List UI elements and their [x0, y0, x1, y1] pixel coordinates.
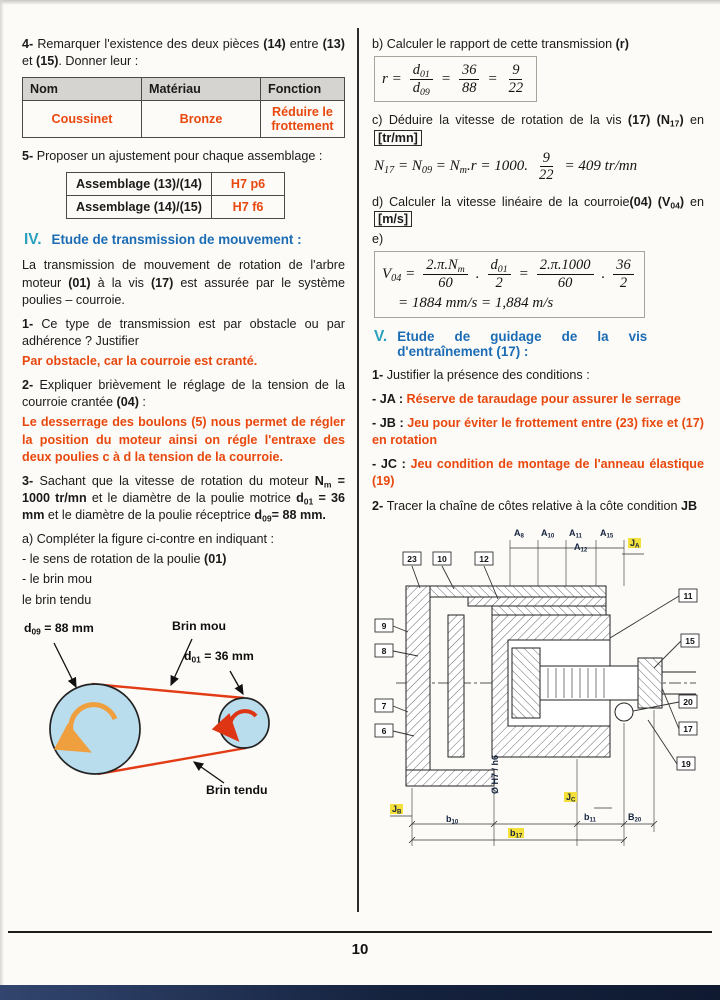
- part-label-12: 12: [479, 553, 489, 564]
- section-4-heading: [24, 231, 345, 249]
- part-label-9: 9: [381, 620, 387, 631]
- section-4-numeral: IV.: [24, 231, 42, 249]
- dim-label-a8: $A_8$: [514, 527, 524, 540]
- cell-fonction-value: Réduire le frottement: [261, 101, 345, 138]
- pulley-figure-svg: [22, 617, 344, 815]
- footer-rule: [8, 931, 712, 933]
- technical-drawing: [372, 522, 702, 874]
- cell-ajustement-h7p6: H7 p6: [212, 173, 285, 196]
- left-column: [22, 36, 345, 815]
- section-4-title: Etude de transmission de mouvement :: [51, 232, 302, 248]
- list-item-sens-rotation: - le sens de rotation de la poulie (01): [22, 552, 227, 567]
- dim-label-a12: $A_{12}$: [574, 541, 588, 554]
- condition-jb: - JB : Jeu pour éviter le frottement entre (23) fixe et (17) en rotation: [372, 416, 704, 448]
- leader-arrow-brin-tendu: [194, 762, 224, 783]
- multiply-dot: .: [601, 266, 606, 283]
- part-label-19: 19: [681, 758, 691, 769]
- label-brin-mou: Brin mou: [172, 618, 226, 633]
- scan-bottom-bar: [0, 985, 720, 1000]
- dim-label-b17: $b_{17}$: [510, 827, 523, 840]
- section-5-heading: [374, 328, 704, 359]
- technical-drawing-svg: [372, 522, 702, 874]
- cell-ajustement-h7f6: H7 f6: [212, 196, 285, 219]
- fraction-2pi1000-60: $\frac{2.\pi.1000}{60}$: [537, 257, 594, 291]
- question-b: b) Calculer le rapport de cette transmission (r): [372, 37, 629, 51]
- section-5-title: Etude de guidage de la vis d'entraînement (17) :: [397, 328, 648, 359]
- driven-pulley-09: [50, 684, 140, 774]
- bearing-ball: [615, 703, 633, 721]
- pieces-table-header-row: [23, 78, 345, 101]
- question-4: 4- Remarquer l'existence des deux pièces (14) entre (13) et (15). Donner leur :: [22, 37, 345, 69]
- fraction-d01-2: $\frac{d_{01}}{2}$: [488, 257, 511, 291]
- column-divider: [357, 28, 359, 912]
- dim-label-a15: $A_{15}$: [600, 527, 614, 540]
- part-label-10: 10: [437, 553, 447, 564]
- question-5: 5- Proposer un ajustement pour chaque assemblage :: [22, 149, 323, 164]
- part-label-15: 15: [685, 635, 695, 646]
- page-number: 10: [351, 941, 369, 958]
- question-2: 2- Expliquer brièvement le réglage de la tension de la courroie crantée (04) :: [22, 378, 345, 410]
- ajustement-row-2: [67, 196, 285, 219]
- question-d: d) Calculer la vitesse linéaire de la courroie(04) $(V_{04})$ en [m/s]: [372, 195, 705, 227]
- label-d09: $d_{09} = 88$ mm: [24, 620, 94, 636]
- cell-assemblage-13-14: Assemblage (13)/(14): [67, 173, 212, 196]
- dim-label-jb: $J_B$: [392, 803, 402, 816]
- question-e: e): [372, 232, 384, 247]
- part-label-20: 20: [683, 696, 693, 707]
- formula-n17-lhs: $N_{17} = N_{09} = N_m.r = 1000$.: [374, 158, 528, 177]
- label-brin-tendu: Brin tendu: [206, 782, 268, 797]
- fraction-36-2: $\frac{36}{2}$: [613, 257, 634, 291]
- formula-linear-speed: [374, 251, 645, 317]
- dim-label-a10: $A_{10}$: [541, 527, 555, 540]
- dim-label-b11: $b_{11}$: [584, 811, 596, 824]
- question-c: c) Déduire la vitesse de rotation de la vis (17) $(N_{17})$ en [tr/mn]: [372, 113, 704, 145]
- question-1: 1- Ce type de transmission est par obstacle ou par adhérence ? Justifier: [22, 316, 345, 348]
- fraction-9-22: $\frac{9}{22}$: [539, 149, 554, 184]
- motor-pulley-01: [219, 698, 269, 748]
- condition-jc: - JC : Jeu condition de montage de l'anneau élastique (19): [372, 457, 705, 489]
- answer-2: Le desserrage des boulons (5) nous permet de régler la position du moteur ainsi on régle l'entraxe des deux poulies c à d la tension de la courroie.: [22, 415, 345, 464]
- header-cell-fonction: Fonction: [261, 78, 345, 101]
- fraction-36-88: $\frac{36}{88}$: [459, 62, 480, 96]
- fraction-2pinm-60: $\frac{2.\pi.N_m}{60}$: [423, 257, 468, 291]
- scan-top-edge: [0, 0, 720, 5]
- equals-sign: =: [518, 266, 529, 283]
- question-1-guidage: 1- Justifier la présence des conditions :: [372, 367, 590, 382]
- fraction-9-22: $\frac{9}{22}$: [508, 62, 524, 96]
- question-2-guidage: 2- Tracer la chaîne de côtes relative à la côte condition JB: [372, 498, 698, 513]
- part-label-17: 17: [683, 723, 693, 734]
- dim-label-b10: $b_{10}$: [446, 813, 459, 826]
- header-cell-materiau: Matériau: [142, 78, 261, 101]
- cell-assemblage-14-15: Assemblage (14)/(15): [67, 196, 212, 219]
- leader-arrow-d01: [230, 671, 243, 694]
- dim-label-fit-h7h6: Ø H7 / h6: [490, 754, 500, 794]
- cell-materiau-value: Bronze: [142, 101, 261, 138]
- part-label-6: 6: [381, 725, 387, 736]
- scan-left-edge: [0, 0, 4, 1000]
- leader-arrow-d09: [54, 643, 76, 687]
- formula-v04-lhs: $V_{04}$ =: [382, 266, 416, 284]
- dim-label-b20: $B_{20}$: [628, 811, 642, 824]
- dim-label-jc: $J_C$: [566, 791, 576, 804]
- dim-label-ja: $J_A$: [630, 537, 640, 550]
- multiply-dot: .: [475, 266, 480, 283]
- part-label-11: 11: [683, 590, 693, 601]
- answer-1: Par obstacle, car la courroie est cranté.: [22, 354, 258, 368]
- part-label-23: 23: [407, 553, 417, 564]
- intro-paragraph: La transmission de mouvement de rotation de l'arbre moteur (01) à la vis (17) est assurée par le système poulies – courroie.: [22, 258, 345, 307]
- dim-label-a11: $A_{11}$: [569, 527, 582, 540]
- question-3a: a) Compléter la figure ci-contre en indiquant :: [22, 532, 275, 547]
- ajustement-row-1: [67, 173, 285, 196]
- list-item-brin-mou: - le brin mou: [22, 572, 92, 587]
- part-label-7: 7: [381, 700, 387, 711]
- equals-sign: =: [440, 70, 451, 87]
- section-5-numeral: V.: [374, 327, 388, 345]
- cell-nom-value: Coussinet: [23, 101, 142, 138]
- fraction-d01-d09: $\frac{d_{01}}{d_{09}}$: [410, 62, 433, 96]
- formula-transmission-ratio: [374, 56, 537, 102]
- question-3: 3- Sachant que la vitesse de rotation du moteur $N_m = 1000$ tr/mn et le diamètre de la poulie motrice $d_{01} = 36$ mm et le diamètre de la poulie réceptrice $d_{09}= 88$ mm.: [22, 473, 346, 524]
- right-column: [372, 36, 704, 874]
- formula-n17-result: = 409 tr/mn: [564, 158, 638, 175]
- part-label-8: 8: [381, 645, 387, 656]
- formula-v04-result: = 1884 mm/s = 1,884 m/s: [398, 294, 554, 311]
- list-item-brin-tendu: le brin tendu: [22, 592, 92, 607]
- ajustement-table: [66, 172, 285, 219]
- pieces-table: [22, 77, 345, 138]
- condition-ja: - JA : Réserve de taraudage pour assurer le serrage: [372, 391, 681, 406]
- label-d01: $d_{01} = 36$ mm: [184, 648, 254, 664]
- formula-rotation-speed: [374, 150, 637, 184]
- header-cell-nom: Nom: [23, 78, 142, 101]
- pieces-table-row: [23, 101, 345, 138]
- pulley-belt-figure: [22, 617, 344, 815]
- equals-sign: =: [487, 70, 498, 87]
- formula-r-lhs: r =: [382, 70, 402, 87]
